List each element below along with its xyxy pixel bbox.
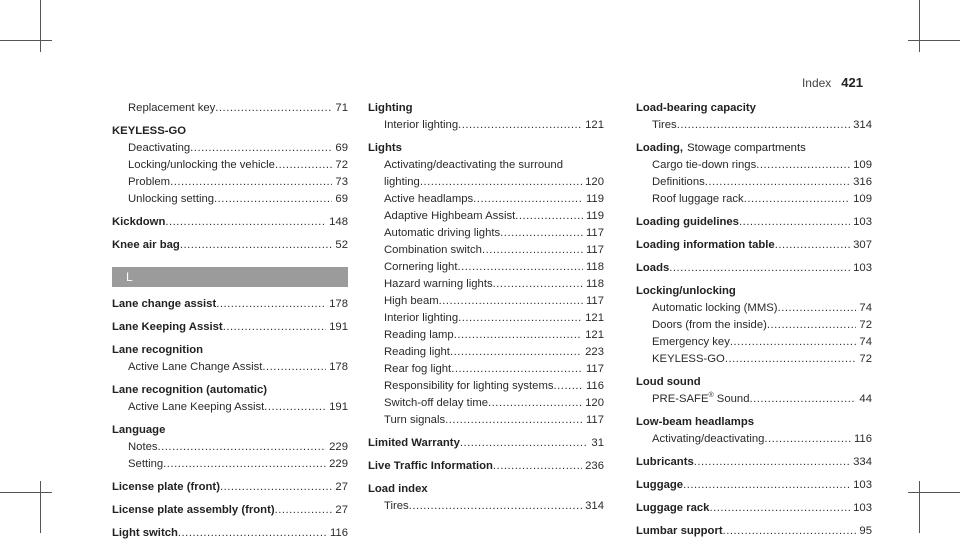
page-ref: 118 [585, 261, 604, 273]
entry-text: Hazard warning lights [384, 278, 493, 290]
entry-text: Loading information table [636, 239, 775, 251]
index-subentry[interactable] [368, 412, 604, 429]
dot-leader [262, 359, 326, 376]
index-subentry[interactable] [636, 191, 872, 208]
index-subentry[interactable] [368, 310, 604, 327]
page-ref: 314 [853, 119, 872, 131]
dot-leader [450, 344, 582, 361]
dot-leader [669, 260, 850, 277]
dot-leader [190, 140, 332, 157]
entry-text: License plate assembly (front) [112, 504, 275, 516]
index-subentry[interactable] [636, 317, 872, 334]
page-ref: 74 [859, 336, 872, 348]
index-entry[interactable] [112, 502, 348, 519]
index-entry[interactable] [636, 214, 872, 231]
index-heading[interactable]: Lights [368, 142, 402, 154]
entry-text: Automatic locking (MMS) [652, 302, 778, 314]
crop-mark [908, 492, 960, 493]
crop-mark [919, 481, 920, 533]
page-ref: 229 [329, 441, 348, 453]
index-group [636, 100, 872, 134]
dot-leader [683, 477, 850, 494]
index-group [112, 319, 348, 336]
page-ref: 307 [853, 239, 872, 251]
entry-text: Deactivating [128, 142, 191, 154]
crop-mark [0, 40, 52, 41]
crop-mark [908, 40, 960, 41]
index-subentry[interactable] [636, 391, 872, 408]
page-ref: 229 [329, 458, 348, 470]
dot-leader [775, 237, 850, 254]
index-group [636, 454, 872, 471]
page-ref: 121 [585, 119, 604, 131]
entry-text: Combination switch [384, 244, 482, 256]
dot-leader [488, 395, 582, 412]
index-entry[interactable] [368, 458, 604, 475]
index-subentry[interactable] [368, 293, 604, 310]
dot-leader [725, 351, 857, 368]
index-entry[interactable] [368, 435, 604, 452]
index-group [112, 123, 348, 208]
page-ref: 191 [329, 401, 348, 413]
index-subentry[interactable] [368, 208, 604, 225]
entry-text: Light switch [112, 527, 178, 539]
index-column-3 [636, 100, 872, 540]
page-ref: 117 [585, 244, 604, 256]
index-group [112, 237, 348, 254]
page-ref: 74 [859, 302, 872, 314]
dot-leader [439, 293, 583, 310]
index-heading[interactable]: Loud sound [636, 376, 701, 388]
dot-leader [482, 242, 583, 259]
entry-text: Problem [128, 176, 171, 188]
dot-leader [493, 276, 583, 293]
dot-leader [730, 334, 857, 351]
index-subentry[interactable] [112, 100, 348, 117]
index-entry[interactable] [112, 319, 348, 336]
page-ref: 117 [585, 295, 604, 307]
entry-text: Automatic driving lights [384, 227, 501, 239]
entry-text: Rear fog light [384, 363, 452, 375]
index-subentry[interactable] [368, 259, 604, 276]
dot-leader [454, 327, 582, 344]
entry-text: Doors (from the inside) [652, 319, 767, 331]
entry-text: Lubricants [636, 456, 694, 468]
index-subentry[interactable] [112, 359, 348, 376]
dot-leader [165, 214, 326, 231]
page-ref: 314 [585, 500, 604, 512]
page-ref: 103 [853, 479, 872, 491]
index-group [368, 481, 604, 515]
index-group [636, 214, 872, 231]
page-ref: 178 [329, 298, 348, 310]
page-ref: 191 [329, 321, 348, 333]
page-ref: 109 [853, 159, 872, 171]
crop-mark [919, 0, 920, 52]
entry-text: Responsibility for lighting systems [384, 380, 554, 392]
page-ref: 121 [585, 329, 604, 341]
entry-text: Cargo tie-down rings [652, 159, 757, 171]
entry-text: Setting [128, 458, 164, 470]
dot-leader [756, 157, 850, 174]
index-subentry[interactable] [636, 300, 872, 317]
index-entry[interactable] [112, 479, 348, 496]
entry-text: Definitions [652, 176, 705, 188]
index-subentry[interactable] [368, 276, 604, 293]
entry-text: PRE-SAFE® Sound [652, 392, 750, 405]
index-group [112, 422, 348, 473]
dot-leader [458, 310, 582, 327]
index-heading[interactable]: KEYLESS-GO [112, 125, 187, 137]
index-entry[interactable] [112, 296, 348, 313]
dot-leader [515, 208, 583, 225]
entry-text: Locking/unlocking the vehicle [128, 159, 275, 171]
page-ref: 117 [585, 363, 604, 375]
dot-leader [163, 456, 326, 473]
section-title: Index [801, 76, 832, 90]
page-ref: 117 [585, 414, 604, 426]
entry-text: Tires [384, 500, 409, 512]
dot-leader [744, 191, 850, 208]
dot-leader [451, 361, 583, 378]
entry-text: Roof luggage rack [652, 193, 744, 205]
index-heading[interactable]: Load-bearing capacity [636, 102, 756, 114]
entry-text: High beam [384, 295, 439, 307]
page-ref: 31 [591, 437, 604, 449]
page-ref: 119 [585, 193, 604, 205]
index-entry[interactable] [636, 523, 872, 540]
index-column-2 [368, 100, 604, 515]
index-group [636, 477, 872, 494]
index-subentry[interactable] [636, 351, 872, 368]
index-subentry[interactable] [368, 498, 604, 515]
dot-leader [767, 317, 857, 334]
page-header [802, 75, 863, 90]
dot-leader [178, 525, 327, 542]
dot-leader [220, 479, 332, 496]
entry-text: Activating/deactivating [652, 433, 765, 445]
entry-text: lighting [384, 176, 420, 188]
entry-text: Luggage rack [636, 502, 710, 514]
index-heading[interactable]: Language [112, 424, 166, 436]
page-ref: 334 [853, 456, 872, 468]
entry-text: Switch-off delay time [384, 397, 489, 409]
index-group [368, 435, 604, 452]
dot-leader [409, 498, 582, 515]
letter-divider: L [112, 267, 348, 287]
page-ref: 148 [329, 216, 348, 228]
entry-text: Cornering light [384, 261, 458, 273]
entry-text: Adaptive Highbeam Assist [384, 210, 516, 222]
index-subentry[interactable] [112, 399, 348, 416]
page-ref: 27 [335, 481, 348, 493]
crop-mark [40, 0, 41, 52]
index-subentry[interactable] [368, 344, 604, 361]
entry-text: Tires [652, 119, 677, 131]
index-subentry[interactable] [368, 378, 604, 395]
index-group [368, 458, 604, 475]
index-group [636, 237, 872, 254]
index-subentry[interactable] [368, 242, 604, 259]
dot-leader [723, 523, 857, 540]
page-ref: 120 [585, 176, 604, 188]
page-ref: 72 [859, 353, 872, 365]
dot-leader [158, 439, 327, 456]
index-group [636, 283, 872, 368]
index-heading[interactable]: Low-beam headlamps [636, 416, 755, 428]
dot-leader [778, 300, 857, 317]
entry-text: Limited Warranty [368, 437, 460, 449]
index-subentry[interactable] [636, 174, 872, 191]
index-heading[interactable]: Loading, Stowage compartments [636, 142, 806, 154]
page-number: 421 [841, 75, 863, 90]
dot-leader [460, 435, 589, 452]
entry-text: Reading lamp [384, 329, 454, 341]
entry-text: Loads [636, 262, 670, 274]
index-group [636, 414, 872, 448]
dot-leader [275, 157, 332, 174]
index-entry[interactable] [112, 214, 348, 231]
dot-leader [473, 191, 583, 208]
index-subentry[interactable] [636, 117, 872, 134]
entry-text: Active Lane Keeping Assist [128, 401, 265, 413]
index-subentry[interactable]: Activating/deactivating the surround [384, 159, 563, 171]
entry-text: KEYLESS-GO [652, 353, 725, 365]
index-heading[interactable]: Locking/unlocking [636, 285, 736, 297]
registered-mark: ® [708, 392, 714, 400]
entry-text: Lane Keeping Assist [112, 321, 223, 333]
page-ref: 73 [335, 176, 348, 188]
entry-text: Active Lane Change Assist [128, 361, 263, 373]
page-ref: 116 [585, 380, 604, 392]
page-ref: 71 [335, 102, 348, 114]
crop-mark [40, 481, 41, 533]
entry-text: Luggage [636, 479, 684, 491]
page-ref: 119 [585, 210, 604, 222]
index-subentry[interactable] [636, 334, 872, 351]
entry-text: Emergency key [652, 336, 730, 348]
page-ref: 223 [585, 346, 604, 358]
dot-leader [445, 412, 583, 429]
entry-text: Replacement key [128, 102, 216, 114]
index-subentry[interactable] [112, 174, 348, 191]
dot-leader [420, 174, 582, 191]
entry-text: Notes [128, 441, 158, 453]
index-heading[interactable]: Lane recognition (automatic) [112, 384, 268, 396]
index-group [636, 374, 872, 408]
index-group [636, 260, 872, 277]
index-group [112, 296, 348, 313]
index-group [368, 140, 604, 429]
index-group [112, 525, 348, 542]
index-subentry[interactable] [112, 140, 348, 157]
dot-leader [223, 319, 326, 336]
index-subentry[interactable] [112, 157, 348, 174]
entry-text: Active headlamps [384, 193, 474, 205]
index-entry[interactable] [636, 454, 872, 471]
dot-leader [264, 399, 326, 416]
index-subentry[interactable] [636, 431, 872, 448]
page-ref: 109 [853, 193, 872, 205]
page-ref: 116 [329, 527, 348, 539]
dot-leader [500, 225, 583, 242]
index-group [112, 479, 348, 496]
page-ref: 69 [335, 193, 348, 205]
entry-text: License plate (front) [112, 481, 220, 493]
dot-leader [458, 117, 582, 134]
index-entry[interactable] [112, 525, 348, 542]
page-ref: 116 [853, 433, 872, 445]
entry-text: Lane change assist [112, 298, 217, 310]
index-subentry[interactable] [368, 117, 604, 134]
page-ref: 103 [853, 502, 872, 514]
page-ref: 236 [585, 460, 604, 472]
dot-leader [709, 500, 850, 517]
page-ref: 118 [585, 278, 604, 290]
dot-leader [214, 191, 332, 208]
dot-leader [554, 378, 583, 395]
dot-leader [180, 237, 333, 254]
index-group [112, 100, 348, 117]
page-ref: 316 [853, 176, 872, 188]
index-heading[interactable]: Load index [368, 483, 428, 495]
dot-leader [739, 214, 850, 231]
index-subentry[interactable] [368, 327, 604, 344]
entry-text: Unlocking setting [128, 193, 215, 205]
dot-leader [764, 431, 851, 448]
entry-text: Knee air bag [112, 239, 180, 251]
index-group [636, 500, 872, 517]
index-group [112, 342, 348, 376]
index-subentry[interactable] [636, 157, 872, 174]
dot-leader [705, 174, 850, 191]
dot-leader [694, 454, 850, 471]
entry-text: Lumbar support [636, 525, 723, 537]
entry-qualifier: Stowage compartments [687, 142, 806, 154]
index-subentry[interactable] [112, 439, 348, 456]
index-group [636, 523, 872, 540]
index-subentry[interactable] [112, 456, 348, 473]
entry-text: Live Traffic Information [368, 460, 493, 472]
crop-mark [0, 492, 52, 493]
index-heading[interactable]: Lane recognition [112, 344, 204, 356]
dot-leader [493, 458, 582, 475]
index-subentry[interactable] [368, 225, 604, 242]
page-ref: 52 [335, 239, 348, 251]
index-entry[interactable] [636, 477, 872, 494]
entry-text: Interior lighting [384, 312, 459, 324]
dot-leader [275, 502, 333, 519]
index-entry[interactable] [636, 260, 872, 277]
page-ref: 72 [335, 159, 348, 171]
index-column-1 [112, 100, 348, 542]
dot-leader [215, 100, 332, 117]
page-ref: 27 [335, 504, 348, 516]
page-ref: 117 [585, 227, 604, 239]
entry-text: Turn signals [384, 414, 446, 426]
entry-text: Reading light [384, 346, 450, 358]
index-group [112, 214, 348, 231]
index-entry[interactable] [112, 237, 348, 254]
page-ref: 95 [859, 525, 872, 537]
page-ref: 103 [853, 216, 872, 228]
entry-text: Loading guidelines [636, 216, 739, 228]
dot-leader [170, 174, 332, 191]
dot-leader [457, 259, 583, 276]
page-ref: 121 [585, 312, 604, 324]
index-group [112, 382, 348, 416]
page-ref: 44 [859, 393, 872, 405]
entry-text: Kickdown [112, 216, 166, 228]
page-ref: 69 [335, 142, 348, 154]
index-group [368, 100, 604, 134]
index-group [636, 140, 872, 208]
index-subentry[interactable] [112, 191, 348, 208]
index-subentry[interactable] [368, 361, 604, 378]
index-heading[interactable]: Lighting [368, 102, 413, 114]
index-entry[interactable] [636, 237, 872, 254]
page-ref: 120 [585, 397, 604, 409]
page-ref: 103 [853, 262, 872, 274]
index-entry[interactable] [636, 500, 872, 517]
entry-text: Interior lighting [384, 119, 459, 131]
page-ref: 178 [329, 361, 348, 373]
dot-leader [216, 296, 326, 313]
page-ref: 72 [859, 319, 872, 331]
dot-leader [749, 391, 856, 408]
index-subentry[interactable] [368, 395, 604, 412]
index-subentry[interactable] [368, 191, 604, 208]
index-subentry[interactable] [368, 174, 604, 191]
index-group [112, 502, 348, 519]
dot-leader [677, 117, 850, 134]
